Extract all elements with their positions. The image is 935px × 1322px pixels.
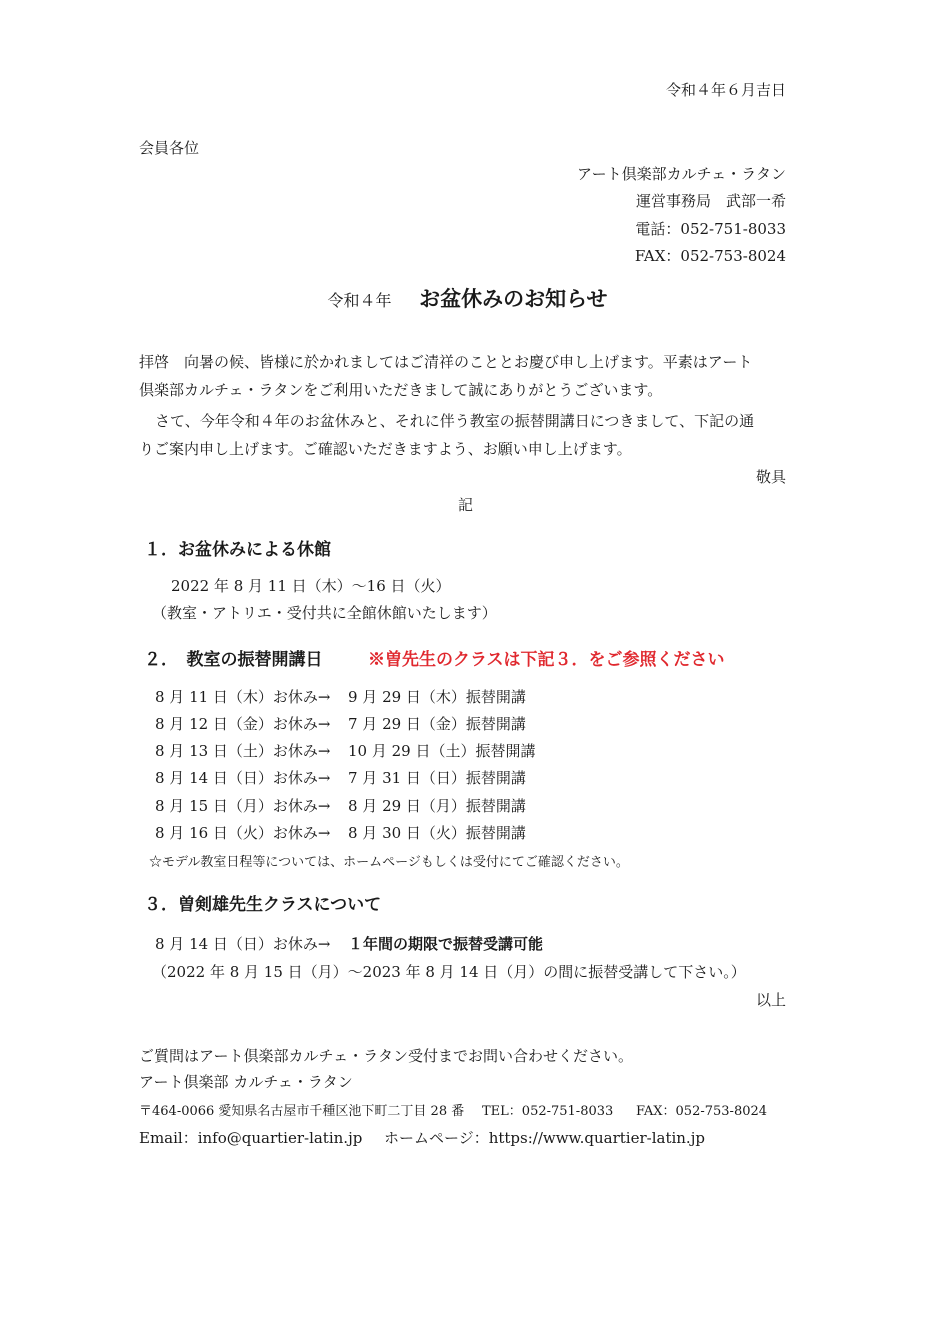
makeup-row xyxy=(155,767,526,788)
section3-makeup: １年間の期限で振替受講可能 xyxy=(348,935,544,953)
makeup-date: 10 月 29 日（土）振替開講 xyxy=(348,742,536,760)
off-date: 8 月 14 日（日）お休み→ xyxy=(155,769,331,787)
document-date: 令和４年６月吉日 xyxy=(665,81,786,99)
sender-fax: FAX：052-753-8024 xyxy=(634,247,786,265)
section3-row xyxy=(155,933,543,954)
off-date: 8 月 12 日（金）お休み→ xyxy=(155,715,331,733)
body-line-2: 倶楽部カルチェ・ラタンをご利用いただきまして誠にありがとうございます。 xyxy=(139,381,663,399)
makeup-date: 8 月 29 日（月）振替開講 xyxy=(348,797,526,815)
section2-heading: ２． 教室の振替開講日 xyxy=(144,650,323,670)
footer-tel: TEL：052-751-8033 xyxy=(482,1104,614,1119)
section3-period: （2022 年 8 月 15 日（月）～2023 年 8 月 14 日（月）の間に振替受講して下さい。） xyxy=(152,963,746,981)
section2-footnote: ☆モデル教室日程等については、ホームページもしくは受付にてご確認ください。 xyxy=(149,855,629,870)
makeup-row xyxy=(155,713,526,734)
footer-inquiry: ご質問はアート倶楽部カルチェ・ラタン受付までお問い合わせください。 xyxy=(139,1047,633,1065)
ki-marker: 記 xyxy=(458,496,474,514)
section1-note: （教室・アトリエ・受付共に全館休館いたします） xyxy=(152,604,497,622)
body-line-1: 拝啓 向暑の候、皆様に於かれましてはご清祥のこととお慶び申し上げます。平素はアート xyxy=(139,353,753,371)
makeup-row xyxy=(155,686,526,707)
off-date: 8 月 15 日（月）お休み→ xyxy=(155,797,331,815)
off-date: 8 月 11 日（木）お休み→ xyxy=(155,688,331,706)
sender-office: 運営事務局 武部一希 xyxy=(635,192,786,210)
section1-dates: 2022 年 8 月 11 日（木）～16 日（火） xyxy=(171,577,451,595)
makeup-row xyxy=(155,795,526,816)
body-line-3: さて、今年令和４年のお盆休みと、それに伴う教室の振替開講日につきまして、下記の通 xyxy=(155,412,755,430)
section3-heading: ３．曽剣雄先生クラスについて xyxy=(144,895,382,915)
recipient: 会員各位 xyxy=(139,139,200,157)
off-date: 8 月 13 日（土）お休み→ xyxy=(155,742,331,760)
footer-fax: FAX：052-753-8024 xyxy=(636,1104,768,1119)
off-date: 8 月 16 日（火）お休み→ xyxy=(155,824,331,842)
makeup-date: 7 月 29 日（金）振替開講 xyxy=(348,715,526,733)
title-prefix: 令和４年 xyxy=(327,291,392,310)
page-title xyxy=(0,283,935,313)
makeup-row xyxy=(155,822,526,843)
section3-off: 8 月 14 日（日）お休み→ xyxy=(155,935,331,953)
makeup-row xyxy=(155,740,535,761)
ijou: 以上 xyxy=(755,991,786,1009)
makeup-date: 9 月 29 日（木）振替開講 xyxy=(348,688,526,706)
body-line-4: りご案内申し上げます。ご確認いただきますよう、お願い申し上げます。 xyxy=(139,440,632,458)
footer-address: 〒464-0066 愛知県名古屋市千種区池下町二丁目 28 番 xyxy=(139,1104,465,1119)
sender-tel: 電話：052-751-8033 xyxy=(635,220,786,238)
makeup-date: 8 月 30 日（火）振替開講 xyxy=(348,824,526,842)
section1-heading: １．お盆休みによる休館 xyxy=(144,540,331,560)
section2-red-notice: ※曽先生のクラスは下記３．をご参照ください xyxy=(368,650,725,670)
footer-org: アート倶楽部 カルチェ・ラタン xyxy=(139,1073,353,1091)
closing-keigu: 敬具 xyxy=(755,468,786,486)
sender-org: アート倶楽部カルチェ・ラタン xyxy=(577,165,786,183)
footer-homepage[interactable]: ホームページ：https://www.quartier-latin.jp xyxy=(384,1129,705,1147)
title-main: お盆休みのお知らせ xyxy=(419,286,608,311)
makeup-date: 7 月 31 日（日）振替開講 xyxy=(348,769,526,787)
footer-email[interactable]: Email：info@quartier-latin.jp xyxy=(139,1129,363,1147)
